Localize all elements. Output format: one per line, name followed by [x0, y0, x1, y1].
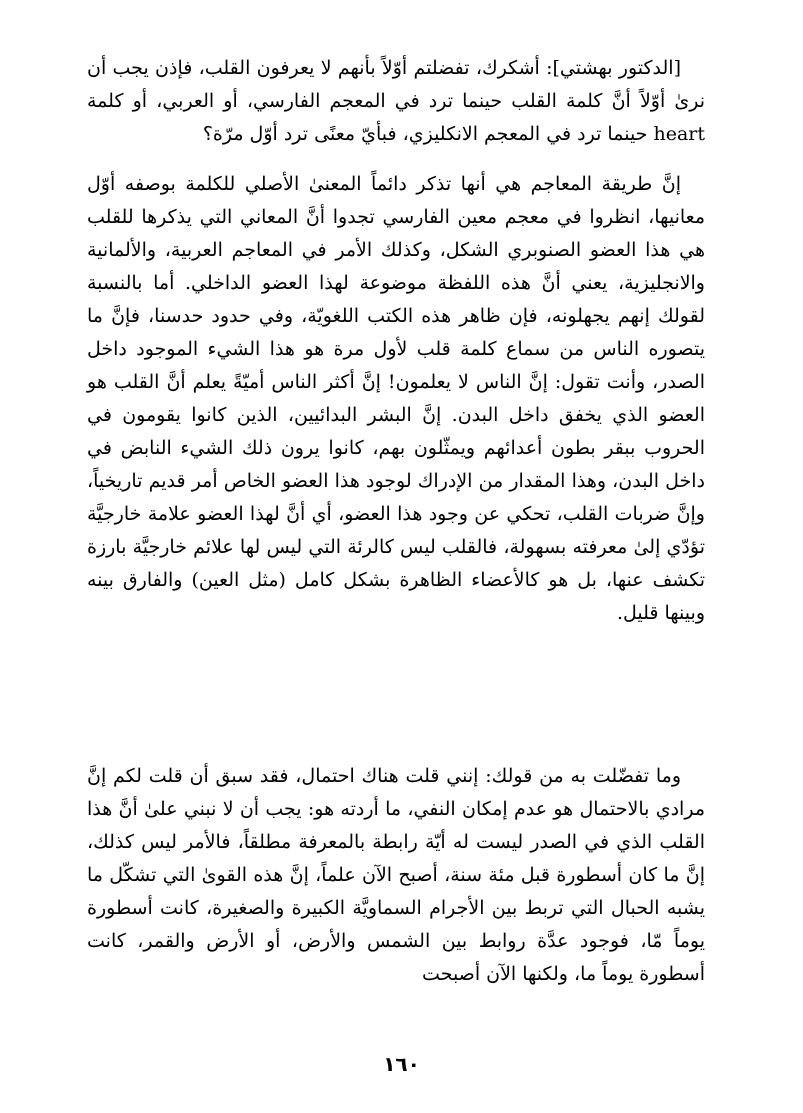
- paragraph-probability-reply: [87, 760, 705, 991]
- paragraph-text: إنَّ طريقة المعاجم هي أنها تذكر دائماً المعنىٰ الأصلي للكلمة بوصفه أوّل معانيها، انظروا في معجم معين الفارسي تجدوا أنَّ المعاني التي يذكرها للقلب هي هذا العضو الصنوبري الشكل، وكذلك الأمر في المعاجم العربية، والألمانية والانجليزية، يعني أنَّ هذه اللفظة موضوعة لهذا العضو الداخلي. أما بالنسبة لقولك إنهم يجهلونه، فإن ظاهر هذه الكتب اللغويّة، وفي حدود حدسنا، فإنَّ ما يتصوره الناس من سماع كلمة قلب لأول مرة هو هذا الشيء الموجود داخل الصدر، وأنت تقول: إنَّ الناس لا يعلمون! إنَّ أكثر الناس أميّةً يعلم أنَّ القلب هو العضو الذي يخفق داخل البدن. إنَّ البشر البدائيين، الذين كانوا يقومون في الحروب ببقر بطون أعدائهم ويمثّلون بهم، كانوا يرون ذلك الشيء النابض في داخل البدن، وهذا المقدار من الإدراك لوجود هذا العضو الخاص أمر قديم تاريخياً، وإنَّ ضربات القلب، تحكي عن وجود هذا العضو، أي أنَّ لهذا العضو علامة خارجيَّة تؤدّي إلىٰ معرفته بسهولة، فالقلب ليس كالرئة التي ليس لها علائم خارجيَّة بارزة تكشف عنها، بل هو كالأعضاء الظاهرة بشكل كامل (مثل العين) والفارق بينه وبينها قليل.: [87, 173, 705, 624]
- page-number: ١٦٠: [383, 1052, 420, 1076]
- paragraph-text: [الدكتور بهشتي]: أشكرك، تفضلتم أوّلاً بأنهم لا يعرفون القلب، فإذن يجب أن نرىٰ أوّلاً أنَّ كلمة القلب حينما ترد في المعجم الفارسي، أو العربي، أو كلمة heart حينما ترد في المعجم الانكليزي، فبأيّ معنًى ترد أوّل مرّة؟: [87, 57, 705, 145]
- paragraph-dialogue-question: [87, 52, 705, 151]
- paragraph-text: وما تفضّلت به من قولك: إنني قلت هناك احتمال، فقد سبق أن قلت لكم إنَّ مرادي بالاحتمال هو عدم إمكان النفي، ما أردته هو: يجب أن لا نبني علىٰ أنَّ هذا القلب الذي في الصدر ليست له أيّة رابطة بالمعرفة مطلقاً، فالأمر ليس كذلك، إنَّ ما كان أسطورة قبل مئة سنة، أصبح الآن علماً، إنَّ هذه القوىٰ التي تشكّل ما يشبه الحبال التي تربط بين الأجرام السماويَّة الكبيرة والصغيرة، كانت أسطورة يوماً مّا، فوجود عدَّة روابط بين الشمس والأرض، أو الأرض والقمر، كانت أسطورة يوماً ما، ولكنها الآن أصبحت: [87, 765, 705, 985]
- paragraph-dictionary-meaning: [87, 168, 705, 630]
